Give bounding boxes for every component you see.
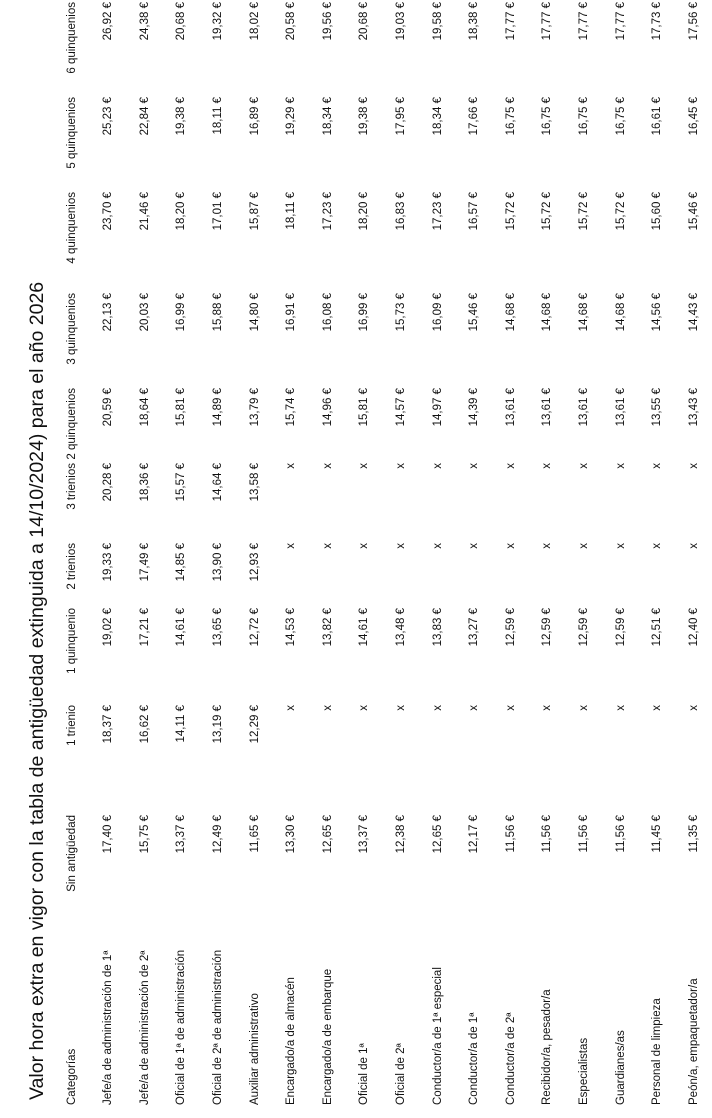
table-title: Valor hora extra en vigor con la tabla de antigüedad extinguida a 14/10/2024) para el año 2026 bbox=[26, 281, 48, 1100]
rate-cell: 22,84 € bbox=[138, 97, 151, 136]
rate-cell: 25,23 € bbox=[102, 97, 115, 136]
table-row bbox=[456, 2, 493, 1118]
rate-cell: 17,01 € bbox=[212, 192, 225, 231]
rate-cell: 12,65 € bbox=[321, 815, 334, 854]
rate-cell: 12,38 € bbox=[395, 815, 408, 854]
rate-cell: 16,75 € bbox=[614, 97, 627, 136]
rate-cell: 18,11 € bbox=[212, 97, 225, 135]
rate-cell: 21,46 € bbox=[138, 192, 151, 231]
rate-cell: 13,19 € bbox=[212, 705, 225, 744]
column-header: 4 quinquenios bbox=[66, 192, 78, 264]
rate-cell: 17,73 € bbox=[651, 2, 664, 41]
rate-cell: x bbox=[504, 705, 517, 711]
rate-cell: 14,68 € bbox=[614, 293, 627, 332]
rate-cell: 12,59 € bbox=[504, 608, 517, 647]
rate-cell: 12,59 € bbox=[541, 608, 554, 647]
rate-cell: 20,68 € bbox=[175, 2, 188, 41]
category-cell: Oficial de 1ª de administración bbox=[175, 949, 188, 1105]
rate-cell: 18,34 € bbox=[321, 97, 334, 136]
rate-cell: x bbox=[285, 463, 298, 469]
rate-cell: 19,56 € bbox=[321, 2, 334, 41]
rate-cell: 15,75 € bbox=[138, 815, 151, 854]
rate-cell: x bbox=[395, 543, 408, 549]
rate-cell: 16,57 € bbox=[468, 192, 481, 231]
table-row bbox=[90, 2, 127, 1118]
rate-cell: 13,43 € bbox=[687, 388, 700, 427]
rate-cell: 15,72 € bbox=[614, 192, 627, 231]
rate-cell: 20,58 € bbox=[285, 2, 298, 41]
rate-cell: 12,72 € bbox=[248, 608, 261, 647]
rate-cell: x bbox=[395, 705, 408, 711]
rate-cell: 13,61 € bbox=[614, 388, 627, 427]
rate-cell: 16,99 € bbox=[358, 293, 371, 332]
rate-cell: 19,58 € bbox=[431, 2, 444, 41]
table-row bbox=[236, 2, 273, 1118]
rate-cell: 15,74 € bbox=[285, 388, 298, 427]
rate-cell: 18,34 € bbox=[431, 97, 444, 136]
rate-cell: 15,81 € bbox=[175, 388, 188, 427]
rate-cell: x bbox=[431, 463, 444, 469]
rate-cell: 16,83 € bbox=[395, 192, 408, 231]
rate-cell: 13,82 € bbox=[321, 608, 334, 647]
rate-cell: 14,85 € bbox=[175, 543, 188, 582]
rate-cell: 15,46 € bbox=[687, 192, 700, 231]
rate-cell: x bbox=[431, 705, 444, 711]
rate-cell: 17,77 € bbox=[541, 2, 554, 41]
rate-cell: x bbox=[687, 463, 700, 469]
category-cell: Jefe/a de administración de 1ª bbox=[102, 950, 115, 1105]
column-header: 1 trienio bbox=[66, 705, 78, 746]
rate-cell: 16,99 € bbox=[175, 293, 188, 332]
rate-cell: 16,08 € bbox=[321, 293, 334, 332]
rate-cell: 13,30 € bbox=[285, 815, 298, 854]
rate-cell: 13,61 € bbox=[578, 388, 591, 427]
rate-cell: 14,68 € bbox=[504, 293, 517, 332]
rate-cell: 12,51 € bbox=[651, 608, 664, 647]
rate-cell: 13,55 € bbox=[651, 388, 664, 427]
category-cell: Oficial de 2ª bbox=[395, 1043, 408, 1105]
rate-cell: 16,75 € bbox=[504, 97, 517, 136]
rate-cell: 16,09 € bbox=[431, 293, 444, 332]
column-header: Categorías bbox=[66, 1048, 78, 1105]
rate-cell: 17,23 € bbox=[431, 192, 444, 231]
rate-cell: 24,38 € bbox=[138, 2, 151, 41]
rate-cell: 13,90 € bbox=[212, 543, 225, 582]
rate-cell: x bbox=[504, 543, 517, 549]
category-cell: Auxiliar administrativo bbox=[248, 993, 261, 1105]
category-cell: Jefe/a de administración de 2ª bbox=[138, 950, 151, 1105]
rate-cell: 17,49 € bbox=[138, 543, 151, 582]
rate-cell: x bbox=[358, 705, 371, 711]
table-row bbox=[163, 2, 200, 1118]
rate-cell: x bbox=[468, 463, 481, 469]
rate-cell: 18,37 € bbox=[102, 705, 115, 744]
rate-cell: x bbox=[541, 705, 554, 711]
rate-cell: 16,45 € bbox=[687, 97, 700, 136]
rate-cell: x bbox=[578, 543, 591, 549]
rate-cell: 15,72 € bbox=[504, 192, 517, 231]
rate-cell: x bbox=[321, 543, 334, 549]
table-row bbox=[676, 2, 712, 1118]
rate-cell: 13,37 € bbox=[175, 815, 188, 854]
rate-cell: x bbox=[541, 463, 554, 469]
rate-cell: 14,53 € bbox=[285, 608, 298, 647]
rate-cell: 15,88 € bbox=[212, 293, 225, 332]
category-cell: Encargado/a de embarque bbox=[321, 968, 334, 1105]
table-row bbox=[383, 2, 420, 1118]
rate-cell: x bbox=[614, 705, 627, 711]
rate-cell: 20,28 € bbox=[102, 463, 115, 502]
rate-cell: x bbox=[395, 463, 408, 469]
overtime-rate-table bbox=[54, 2, 712, 1118]
rate-cell: 15,46 € bbox=[468, 293, 481, 332]
column-header: Sin antigüedad bbox=[66, 815, 78, 892]
column-header: 2 quinquenios bbox=[66, 388, 78, 460]
rate-cell: 12,17 € bbox=[468, 815, 481, 854]
rate-cell: 19,32 € bbox=[212, 2, 225, 41]
rate-cell: 17,56 € bbox=[687, 2, 700, 41]
column-header: 3 trienios bbox=[66, 463, 78, 510]
rate-cell: 15,72 € bbox=[541, 192, 554, 231]
rate-cell: 12,65 € bbox=[431, 815, 444, 854]
column-header: 2 trienios bbox=[66, 543, 78, 590]
rate-cell: 17,21 € bbox=[138, 608, 151, 647]
rate-cell: x bbox=[651, 705, 664, 711]
rate-cell: x bbox=[614, 463, 627, 469]
table-row bbox=[273, 2, 310, 1118]
rate-cell: 15,73 € bbox=[395, 293, 408, 332]
rate-cell: x bbox=[614, 543, 627, 549]
rate-cell: 20,03 € bbox=[138, 293, 151, 332]
rate-cell: 15,72 € bbox=[578, 192, 591, 231]
rate-cell: 20,68 € bbox=[358, 2, 371, 41]
category-cell: Recibidor/a, pesador/a bbox=[541, 989, 554, 1105]
rate-cell: 14,89 € bbox=[212, 388, 225, 427]
category-cell: Encargado/a de almacén bbox=[285, 977, 298, 1105]
category-cell: Guardianes/as bbox=[614, 1030, 627, 1105]
column-header: 1 quinquenio bbox=[66, 608, 78, 674]
rate-cell: 12,59 € bbox=[578, 608, 591, 647]
rate-cell: 13,83 € bbox=[431, 608, 444, 647]
rate-cell: 14,43 € bbox=[687, 293, 700, 332]
rate-cell: 13,58 € bbox=[248, 463, 261, 502]
rate-cell: 18,20 € bbox=[175, 192, 188, 231]
rate-cell: 18,36 € bbox=[138, 463, 151, 502]
rate-cell: 14,96 € bbox=[321, 388, 334, 427]
rate-cell: 12,29 € bbox=[248, 705, 261, 744]
rate-cell: 19,38 € bbox=[175, 97, 188, 136]
rate-cell: 13,65 € bbox=[212, 608, 225, 647]
rate-cell: 13,79 € bbox=[248, 388, 261, 427]
rate-cell: 14,57 € bbox=[395, 388, 408, 427]
rate-cell: 19,33 € bbox=[102, 543, 115, 582]
rate-cell: x bbox=[321, 705, 334, 711]
rate-cell: 12,59 € bbox=[614, 608, 627, 647]
rate-cell: x bbox=[285, 705, 298, 711]
rate-cell: 18,20 € bbox=[358, 192, 371, 231]
rate-cell: 19,29 € bbox=[285, 97, 298, 136]
table-row bbox=[639, 2, 676, 1118]
rate-cell: 15,60 € bbox=[651, 192, 664, 231]
rate-cell: 15,57 € bbox=[175, 463, 188, 502]
rate-cell: x bbox=[321, 463, 334, 469]
rate-cell: 16,75 € bbox=[541, 97, 554, 136]
rate-cell: 14,80 € bbox=[248, 293, 261, 332]
table-row bbox=[529, 2, 566, 1118]
rate-cell: x bbox=[578, 463, 591, 469]
rate-cell: x bbox=[578, 705, 591, 711]
rate-cell: 17,66 € bbox=[468, 97, 481, 136]
rate-cell: 13,61 € bbox=[504, 388, 517, 427]
rate-cell: x bbox=[651, 463, 664, 469]
category-cell: Conductor/a de 1ª bbox=[468, 1012, 481, 1105]
rate-cell: 17,95 € bbox=[395, 97, 408, 136]
rate-cell: 23,70 € bbox=[102, 192, 115, 231]
rate-cell: 16,62 € bbox=[138, 705, 151, 744]
rate-cell: 14,68 € bbox=[578, 293, 591, 332]
rate-cell: 14,64 € bbox=[212, 463, 225, 502]
category-cell: Oficial de 2ª de administración bbox=[212, 949, 225, 1105]
rate-cell: 15,87 € bbox=[248, 192, 261, 231]
rate-cell: 17,40 € bbox=[102, 815, 115, 854]
rate-cell: 18,64 € bbox=[138, 388, 151, 427]
table-row bbox=[346, 2, 383, 1118]
rate-cell: 17,77 € bbox=[578, 2, 591, 41]
rate-cell: 11,56 € bbox=[578, 815, 591, 853]
rate-cell: 13,48 € bbox=[395, 608, 408, 647]
column-header: 6 quinquenios bbox=[66, 2, 78, 74]
rate-cell: 16,61 € bbox=[651, 97, 664, 136]
rate-cell: 13,61 € bbox=[541, 388, 554, 427]
table-header-row bbox=[54, 2, 90, 1118]
rate-cell: 14,68 € bbox=[541, 293, 554, 332]
rate-cell: x bbox=[687, 705, 700, 711]
rate-cell: x bbox=[651, 543, 664, 549]
rate-cell: 13,27 € bbox=[468, 608, 481, 647]
rate-cell: 11,35 € bbox=[687, 815, 700, 853]
table-row bbox=[566, 2, 603, 1118]
rate-cell: 18,11 € bbox=[285, 192, 298, 230]
rate-cell: 11,56 € bbox=[614, 815, 627, 853]
rate-cell: 19,03 € bbox=[395, 2, 408, 41]
rate-cell: 14,61 € bbox=[175, 608, 188, 647]
category-cell: Conductor/a de 1ª especial bbox=[431, 967, 444, 1105]
rate-cell: 17,77 € bbox=[614, 2, 627, 41]
rate-cell: x bbox=[431, 543, 444, 549]
rate-cell: 19,02 € bbox=[102, 608, 115, 647]
rate-cell: x bbox=[468, 705, 481, 711]
table-row bbox=[310, 2, 347, 1118]
rate-cell: x bbox=[358, 543, 371, 549]
rate-cell: 14,97 € bbox=[431, 388, 444, 427]
rate-cell: x bbox=[687, 543, 700, 549]
rate-cell: 18,38 € bbox=[468, 2, 481, 41]
rate-cell: 22,13 € bbox=[102, 293, 115, 332]
category-cell: Especialistas bbox=[578, 1037, 591, 1105]
category-cell: Conductor/a de 2ª bbox=[504, 1012, 517, 1105]
rate-cell: 12,40 € bbox=[687, 608, 700, 647]
rate-cell: 13,37 € bbox=[358, 815, 371, 854]
column-header: 5 quinquenios bbox=[66, 97, 78, 169]
table-row bbox=[602, 2, 639, 1118]
rate-cell: 14,11 € bbox=[175, 705, 188, 743]
column-header: 3 quinquenios bbox=[66, 293, 78, 365]
rate-cell: 14,56 € bbox=[651, 293, 664, 332]
rate-cell: 17,77 € bbox=[504, 2, 517, 41]
category-cell: Personal de limpieza bbox=[651, 998, 664, 1105]
category-cell: Peón/a, empaquetador/a bbox=[687, 978, 700, 1105]
rate-cell: x bbox=[468, 543, 481, 549]
rate-cell: x bbox=[504, 463, 517, 469]
rate-cell: x bbox=[541, 543, 554, 549]
rate-cell: 11,45 € bbox=[651, 815, 664, 853]
rate-cell: 16,91 € bbox=[285, 293, 298, 332]
rate-cell: 11,56 € bbox=[541, 815, 554, 853]
rate-cell: 17,23 € bbox=[321, 192, 334, 231]
rate-cell: 12,49 € bbox=[212, 815, 225, 854]
rate-cell: 20,59 € bbox=[102, 388, 115, 427]
rate-cell: 16,75 € bbox=[578, 97, 591, 136]
rate-cell: 14,61 € bbox=[358, 608, 371, 647]
rate-cell: 11,56 € bbox=[504, 815, 517, 853]
table-row bbox=[200, 2, 237, 1118]
table-row bbox=[419, 2, 456, 1118]
table-row bbox=[127, 2, 164, 1118]
rate-cell: 26,92 € bbox=[102, 2, 115, 41]
rate-cell: 14,39 € bbox=[468, 388, 481, 427]
rate-cell: 15,81 € bbox=[358, 388, 371, 427]
rate-cell: 18,02 € bbox=[248, 2, 261, 41]
rate-cell: x bbox=[285, 543, 298, 549]
rate-cell: 19,38 € bbox=[358, 97, 371, 136]
rate-cell: x bbox=[358, 463, 371, 469]
category-cell: Oficial de 1ª bbox=[358, 1043, 371, 1105]
table-row bbox=[493, 2, 530, 1118]
rate-cell: 12,93 € bbox=[248, 543, 261, 582]
rate-cell: 16,89 € bbox=[248, 97, 261, 136]
rate-cell: 11,65 € bbox=[248, 815, 261, 853]
